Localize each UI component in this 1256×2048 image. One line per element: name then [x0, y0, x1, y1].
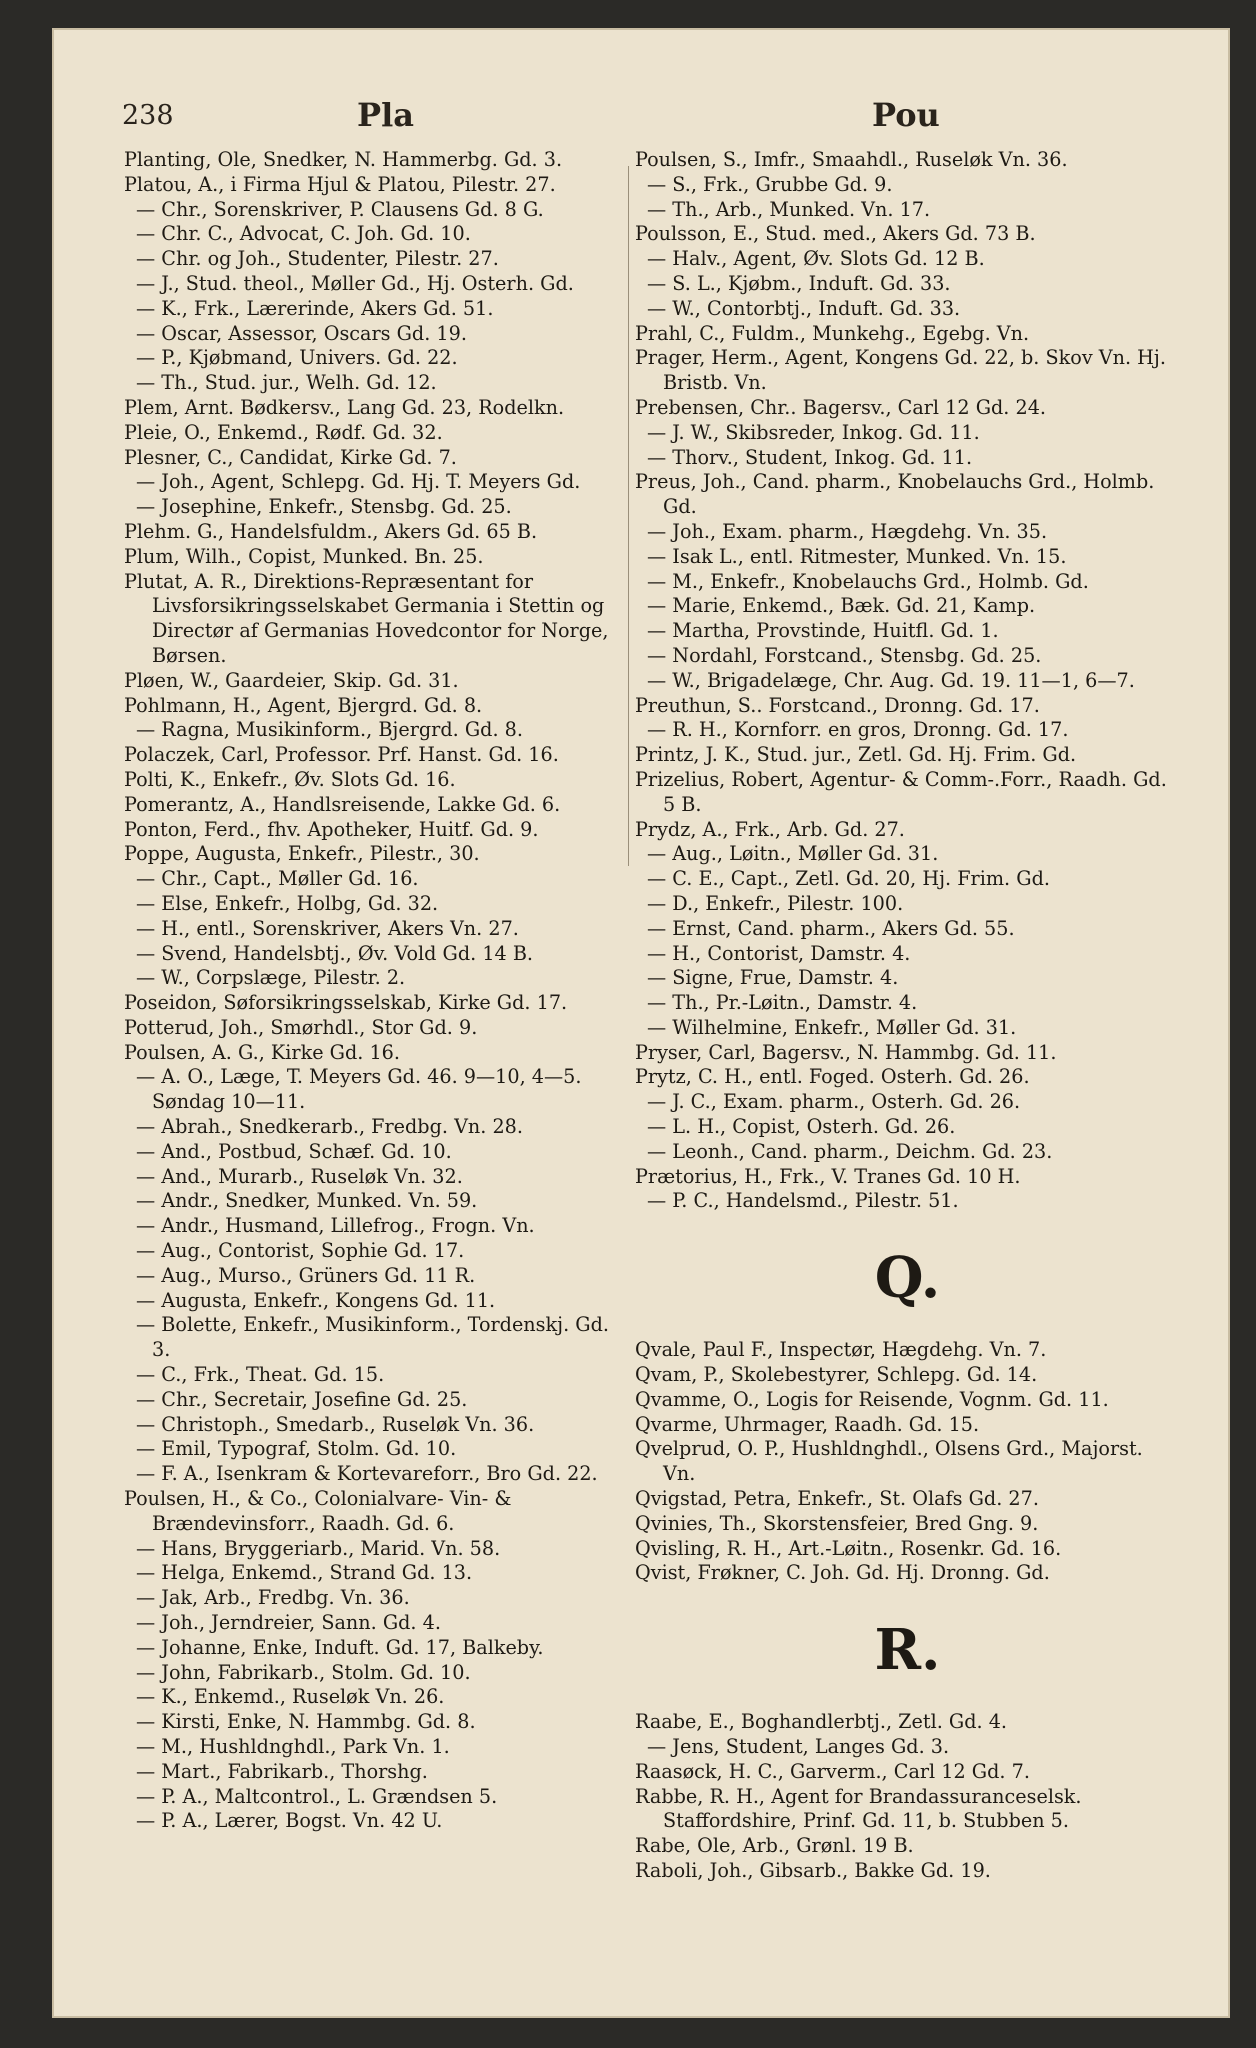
directory-entry: Qvelprud, O. P., Hushldnghdl., Olsens Grd., Majorst. Vn.	[635, 1437, 1143, 1486]
directory-entry: — J. C., Exam. pharm., Osterh. Gd. 26.	[647, 1090, 1021, 1114]
directory-entry: — Marie, Enkemd., Bæk. Gd. 21, Kamp.	[647, 594, 1036, 618]
page-number: 238	[122, 100, 174, 131]
directory-entry: — Joh., Agent, Schlepg. Gd. Hj. T. Meyers Gd.	[136, 470, 581, 494]
directory-entry: Plem, Arnt. Bødkersv., Lang Gd. 23, Rodelkn.	[124, 395, 565, 419]
directory-entry: — Halv., Agent, Øv. Slots Gd. 12 B.	[647, 247, 985, 271]
directory-entry: — Chr. og Joh., Studenter, Pilestr. 27.	[136, 247, 499, 271]
directory-entry: — Johanne, Enke, Induft. Gd. 17, Balkeby.	[136, 1635, 544, 1659]
directory-entry: Pryser, Carl, Bagersv., N. Hammbg. Gd. 11.	[635, 1040, 1057, 1064]
directory-entry: Poulsen, S., Imfr., Smaahdl., Ruseløk Vn. 36.	[635, 148, 1068, 171]
directory-entry: — And., Murarb., Ruseløk Vn. 32.	[136, 1164, 463, 1188]
section-letter-q: Q.	[874, 1245, 941, 1312]
directory-entry: — John, Fabrikarb., Stolm. Gd. 10.	[136, 1660, 471, 1684]
right-running-head: Pou	[872, 96, 940, 134]
directory-page	[52, 28, 1230, 2018]
directory-entry: Pleie, O., Enkemd., Rødf. Gd. 32.	[124, 420, 443, 444]
directory-entry: — Andr., Snedker, Munked. Vn. 59.	[136, 1189, 478, 1213]
column-divider	[628, 166, 629, 866]
directory-entry: Raasøck, H. C., Garverm., Carl 12 Gd. 7.	[635, 1759, 1030, 1783]
directory-entry: Qvamme, O., Logis for Reisende, Vognm. Gd. 11.	[635, 1387, 1109, 1411]
directory-entry: — M., Enkefr., Knobelauchs Grd., Holmb. Gd.	[647, 569, 1089, 593]
directory-entry: — Mart., Fabrikarb., Thorshg.	[136, 1759, 428, 1783]
directory-entry: — C., Frk., Theat. Gd. 15.	[136, 1363, 385, 1387]
directory-entry: — Josephine, Enkefr., Stensbg. Gd. 25.	[136, 495, 512, 519]
directory-entry: — Oscar, Assessor, Oscars Gd. 19.	[136, 321, 467, 345]
directory-entry: — S. L., Kjøbm., Induft. Gd. 33.	[647, 271, 951, 295]
directory-entry: Preuthun, S.. Forstcand., Dronng. Gd. 17.	[635, 693, 1040, 717]
directory-entry: Platou, A., i Firma Hjul & Platou, Pilestr. 27.	[124, 172, 556, 196]
directory-entry: — J., Stud. theol., Møller Gd., Hj. Osterh. Gd.	[136, 271, 574, 295]
left-running-head: Pla	[357, 96, 414, 134]
directory-entry: — S., Frk., Grubbe Gd. 9.	[647, 172, 893, 196]
directory-entry: Poulsson, E., Stud. med., Akers Gd. 73 B.	[635, 222, 1036, 246]
directory-entry: Plesner, C., Candidat, Kirke Gd. 7.	[124, 445, 457, 469]
directory-entry: Qvigstad, Petra, Enkefr., St. Olafs Gd. 27.	[635, 1487, 1039, 1511]
directory-entry: — F. A., Isenkram & Kortevareforr., Bro Gd. 22.	[136, 1462, 598, 1486]
directory-entry: Prager, Herm., Agent, Kongens Gd. 22, b. Skov Vn. Hj. Bristb. Vn.	[635, 346, 1166, 395]
directory-entry: — R. H., Kornforr. en gros, Dronng. Gd. 17.	[647, 718, 1069, 742]
directory-entry: — Chr., Capt., Møller Gd. 16.	[136, 867, 419, 891]
directory-entry: Polaczek, Carl, Professor. Prf. Hanst. Gd. 16.	[124, 743, 559, 767]
section-letter-r: R.	[874, 1617, 941, 1684]
directory-entry: Qvisling, R. H., Art.-Løitn., Rosenkr. Gd. 16.	[635, 1536, 1062, 1560]
directory-entry: Rabe, Ole, Arb., Grønl. 19 B.	[635, 1834, 914, 1858]
directory-entry: — Andr., Husmand, Lillefrog., Frogn. Vn.	[136, 1214, 535, 1238]
directory-entry: — A. O., Læge, T. Meyers Gd. 46. 9—10, 4—5. Søndag 10—11.	[136, 1065, 582, 1114]
directory-entry: Preus, Joh., Cand. pharm., Knobelauchs Grd., Holmb. Gd.	[635, 470, 1155, 519]
directory-entry: — Aug., Løitn., Møller Gd. 31.	[647, 842, 939, 866]
directory-entry: — L. H., Copist, Osterh. Gd. 26.	[647, 1115, 956, 1139]
directory-entry: — P. A., Lærer, Bogst. Vn. 42 U.	[136, 1809, 443, 1833]
directory-entry: Printz, J. K., Stud. jur., Zetl. Gd. Hj. Frim. Gd.	[635, 743, 1077, 767]
directory-entry: — Svend, Handelsbtj., Øv. Vold Gd. 14 B.	[136, 941, 534, 965]
directory-entry: — Isak L., entl. Ritmester, Munked. Vn. 15.	[647, 544, 1067, 568]
directory-entry: — Th., Stud. jur., Welh. Gd. 12.	[136, 371, 437, 395]
directory-entry: Poseidon, Søforsikringsselskab, Kirke Gd. 17.	[124, 991, 568, 1015]
directory-entry: — M., Hushldnghdl., Park Vn. 1.	[136, 1735, 450, 1758]
directory-entry: — Martha, Provstinde, Huitfl. Gd. 1.	[647, 619, 999, 643]
directory-entry: Ponton, Ferd., fhv. Apotheker, Huitf. Gd. 9.	[124, 817, 539, 841]
directory-entry: Potterud, Joh., Smørhdl., Stor Gd. 9.	[124, 1015, 478, 1039]
directory-entry: — Ragna, Musikinform., Bjergrd. Gd. 8.	[136, 718, 523, 742]
directory-entry: Qvinies, Th., Skorstensfeier, Bred Gng. 9.	[635, 1511, 1039, 1535]
directory-entry: — Kirsti, Enke, N. Hammbg. Gd. 8.	[136, 1710, 476, 1734]
directory-entry: — Helga, Enkemd., Strand Gd. 13.	[136, 1561, 473, 1585]
directory-entry: — W., Contorbtj., Induft. Gd. 33.	[647, 296, 961, 320]
directory-entry: Prahl, C., Fuldm., Munkehg., Egebg. Vn.	[635, 321, 1030, 345]
directory-entry: — Jens, Student, Langes Gd. 3.	[647, 1735, 950, 1759]
directory-entry: Prætorius, H., Frk., V. Tranes Gd. 10 H.	[635, 1164, 1021, 1188]
directory-entry: Poulsen, A. G., Kirke Gd. 16.	[124, 1040, 400, 1064]
directory-entry: — H., Contorist, Damstr. 4.	[647, 941, 911, 965]
directory-entry: Planting, Ole, Snedker, N. Hammerbg. Gd. 3.	[124, 148, 563, 171]
directory-entry: — Jak, Arb., Fredbg. Vn. 36.	[136, 1586, 410, 1610]
directory-entry: Rabbe, R. H., Agent for Brandassuranceselsk. Staffordshire, Prinf. Gd. 11, b. Stubben 5.	[635, 1784, 1082, 1833]
directory-entry: — K., Enkemd., Ruseløk Vn. 26.	[136, 1685, 445, 1709]
directory-entry: — And., Postbud, Schæf. Gd. 10.	[136, 1139, 452, 1163]
directory-entry: — Emil, Typograf, Stolm. Gd. 10.	[136, 1437, 457, 1461]
directory-entry: Pohlmann, H., Agent, Bjergrd. Gd. 8.	[124, 693, 483, 717]
directory-entry: Plehm. G., Handelsfuldm., Akers Gd. 65 B.	[124, 519, 538, 543]
directory-entry: Prydz, A., Frk., Arb. Gd. 27.	[635, 817, 905, 841]
directory-entry: — W., Corpslæge, Pilestr. 2.	[136, 966, 406, 990]
directory-entry: Raboli, Joh., Gibsarb., Bakke Gd. 19.	[635, 1859, 991, 1883]
directory-entry: Qvam, P., Skolebestyrer, Schlepg. Gd. 14.	[635, 1363, 1038, 1387]
directory-entry: Raabe, E., Boghandlerbtj., Zetl. Gd. 4.	[635, 1710, 1008, 1734]
directory-entry: — Abrah., Snedkerarb., Fredbg. Vn. 28.	[136, 1115, 523, 1139]
section-r-entries	[635, 1710, 1180, 1884]
directory-entry: — Th., Pr.-Løitn., Damstr. 4.	[647, 991, 918, 1015]
directory-entry: — Leonh., Cand. pharm., Deichm. Gd. 23.	[647, 1139, 1053, 1163]
directory-entry: — Chr., Sorenskriver, P. Clausens Gd. 8 G.	[136, 197, 544, 221]
directory-entry: Prytz, C. H., entl. Foged. Osterh. Gd. 26.	[635, 1065, 1030, 1089]
directory-entry: — Chr. C., Advocat, C. Joh. Gd. 10.	[136, 222, 471, 246]
directory-entry: Polti, K., Enkefr., Øv. Slots Gd. 16.	[124, 767, 456, 791]
directory-entry: — H., entl., Sorenskriver, Akers Vn. 27.	[136, 916, 519, 940]
directory-entry: — Aug., Murso., Grüners Gd. 11 R.	[136, 1263, 476, 1287]
directory-entry: Prebensen, Chr.. Bagersv., Carl 12 Gd. 24.	[635, 395, 1047, 419]
directory-entry: — Aug., Contorist, Sophie Gd. 17.	[136, 1239, 465, 1263]
directory-entry: — D., Enkefr., Pilestr. 100.	[647, 891, 904, 915]
directory-entry: — Nordahl, Forstcand., Stensbg. Gd. 25.	[647, 643, 1042, 667]
right-column	[635, 148, 1180, 1884]
directory-entry: — Bolette, Enkefr., Musikinform., Tordenskj. Gd. 3.	[136, 1313, 609, 1362]
right-column-entries	[635, 148, 1180, 1214]
directory-entry: — Joh., Exam. pharm., Hægdehg. Vn. 35.	[647, 519, 1048, 543]
directory-entry: Poppe, Augusta, Enkefr., Pilestr., 30.	[124, 842, 480, 866]
directory-entry: Prizelius, Robert, Agentur- & Comm-.Forr., Raadh. Gd. 5 B.	[635, 767, 1167, 816]
directory-entry: Poulsen, H., & Co., Colonialvare- Vin- & Brændevinsforr., Raadh. Gd. 6.	[124, 1487, 512, 1535]
directory-entry: — W., Brigadelæge, Chr. Aug. Gd. 19. 11—1, 6—7.	[647, 668, 1135, 692]
directory-entry: — C. E., Capt., Zetl. Gd. 20, Hj. Frim. Gd.	[647, 867, 1050, 891]
directory-entry: — Joh., Jerndreier, Sann. Gd. 4.	[136, 1611, 441, 1635]
directory-entry: Pløen, W., Gaardeier, Skip. Gd. 31.	[124, 668, 459, 692]
directory-entry: Qvist, Frøkner, C. Joh. Gd. Hj. Dronng. Gd.	[635, 1561, 1050, 1585]
directory-entry: — Christoph., Smedarb., Ruseløk Vn. 36.	[136, 1412, 535, 1436]
directory-entry: — Wilhelmine, Enkefr., Møller Gd. 31.	[647, 1015, 1017, 1039]
directory-entry: — Else, Enkefr., Holbg, Gd. 32.	[136, 891, 439, 915]
directory-entry: — Th., Arb., Munked. Vn. 17.	[647, 197, 931, 221]
directory-entry: — Chr., Secretair, Josefine Gd. 25.	[136, 1387, 468, 1411]
directory-entry: — J. W., Skibsreder, Inkog. Gd. 11.	[647, 420, 980, 444]
directory-entry: Plum, Wilh., Copist, Munked. Bn. 25.	[124, 544, 484, 568]
directory-entry: — K., Frk., Lærerinde, Akers Gd. 51.	[136, 296, 494, 320]
directory-entry: — Signe, Frue, Damstr. 4.	[647, 966, 899, 990]
directory-entry: Qvarme, Uhrmager, Raadh. Gd. 15.	[635, 1412, 980, 1436]
directory-entry: — Thorv., Student, Inkog. Gd. 11.	[647, 445, 973, 469]
directory-entry: — Augusta, Enkefr., Kongens Gd. 11.	[136, 1288, 496, 1312]
directory-entry: Plutat, A. R., Direktions-Repræsentant for Livsforsikringsselskabet Germania i Stettin og Directør af Germanias Hovedcontor for Norge, Børsen.	[124, 569, 609, 667]
directory-entry: — P., Kjøbmand, Univers. Gd. 22.	[136, 346, 458, 370]
directory-entry: Pomerantz, A., Handlsreisende, Lakke Gd. 6.	[124, 792, 561, 816]
page-header	[122, 78, 1170, 138]
directory-entry: — P. C., Handelsmd., Pilestr. 51.	[647, 1189, 959, 1213]
section-q-entries	[635, 1338, 1180, 1586]
directory-entry: — P. A., Maltcontrol., L. Grændsen 5.	[136, 1784, 498, 1808]
directory-entry: — Ernst, Cand. pharm., Akers Gd. 55.	[647, 916, 1015, 940]
left-column	[124, 148, 624, 1834]
directory-entry: Qvale, Paul F., Inspectør, Hægdehg. Vn. 7.	[635, 1338, 1047, 1362]
directory-entry: — Hans, Bryggeriarb., Marid. Vn. 58.	[136, 1536, 501, 1560]
